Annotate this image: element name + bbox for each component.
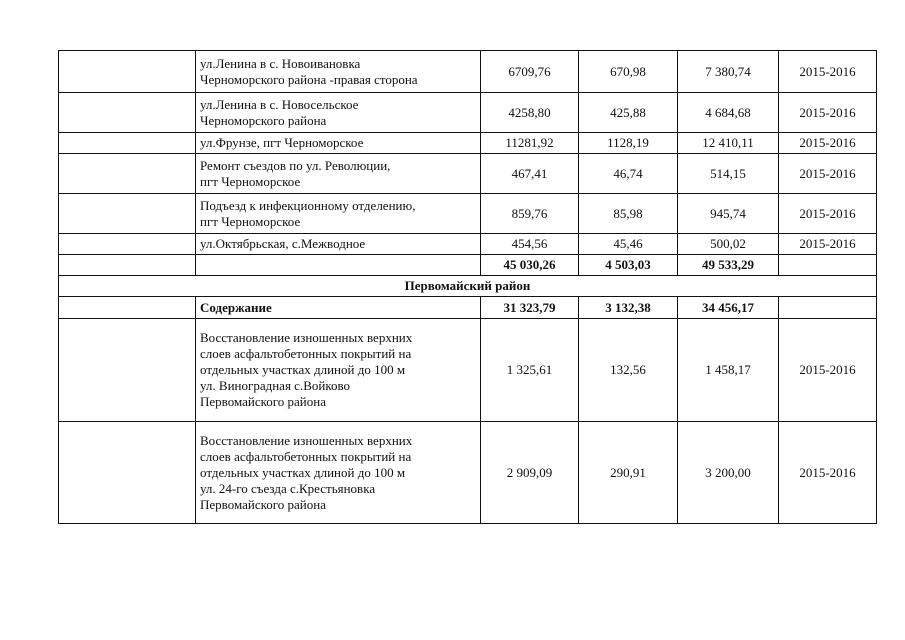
content-value: 34 456,17 bbox=[678, 297, 779, 319]
section-title: Первомайский район bbox=[59, 276, 877, 297]
work-name: Подъезд к инфекционному отделению, пгт Черноморское bbox=[196, 194, 481, 234]
cost-value: 945,74 bbox=[678, 194, 779, 234]
cost-value: 4 684,68 bbox=[678, 93, 779, 133]
blank-cell bbox=[59, 133, 196, 154]
years-cell: 2015-2016 bbox=[779, 194, 877, 234]
content-row bbox=[59, 297, 877, 319]
blank-cell bbox=[59, 194, 196, 234]
table-row bbox=[59, 422, 877, 524]
work-name: ул.Ленина в с. Новосельское Черноморского района bbox=[196, 93, 481, 133]
blank-cell bbox=[59, 422, 196, 524]
cost-value: 6709,76 bbox=[481, 51, 579, 93]
content-value: 3 132,38 bbox=[579, 297, 678, 319]
table-row bbox=[59, 154, 877, 194]
cost-value: 45,46 bbox=[579, 234, 678, 255]
table-row bbox=[59, 51, 877, 93]
cost-value: 12 410,11 bbox=[678, 133, 779, 154]
years-cell: 2015-2016 bbox=[779, 319, 877, 422]
cost-value: 46,74 bbox=[579, 154, 678, 194]
cost-value: 670,98 bbox=[579, 51, 678, 93]
blank-cell bbox=[59, 154, 196, 194]
years-cell: 2015-2016 bbox=[779, 154, 877, 194]
work-name: ул.Фрунзе, пгт Черноморское bbox=[196, 133, 481, 154]
cost-value: 290,91 bbox=[579, 422, 678, 524]
blank-cell bbox=[59, 255, 196, 276]
cost-value: 500,02 bbox=[678, 234, 779, 255]
cost-value: 2 909,09 bbox=[481, 422, 579, 524]
table-row bbox=[59, 234, 877, 255]
cost-value: 1 458,17 bbox=[678, 319, 779, 422]
table-row bbox=[59, 319, 877, 422]
blank-cell bbox=[196, 255, 481, 276]
blank-cell bbox=[59, 93, 196, 133]
section-header-row bbox=[59, 276, 877, 297]
road-works-table bbox=[58, 50, 877, 524]
years-cell: 2015-2016 bbox=[779, 93, 877, 133]
blank-cell bbox=[59, 297, 196, 319]
total-value: 49 533,29 bbox=[678, 255, 779, 276]
cost-value: 11281,92 bbox=[481, 133, 579, 154]
content-value: 31 323,79 bbox=[481, 297, 579, 319]
cost-value: 85,98 bbox=[579, 194, 678, 234]
cost-value: 3 200,00 bbox=[678, 422, 779, 524]
work-name: Ремонт съездов по ул. Революции, пгт Черноморское bbox=[196, 154, 481, 194]
years-cell: 2015-2016 bbox=[779, 51, 877, 93]
total-value: 45 030,26 bbox=[481, 255, 579, 276]
table-row bbox=[59, 93, 877, 133]
work-name: Восстановление изношенных верхних слоев асфальтобетонных покрытий на отдельных участках длиной до 100 м ул. Виноградная с.Войково Первомайского района bbox=[196, 319, 481, 422]
total-row bbox=[59, 255, 877, 276]
total-value: 4 503,03 bbox=[579, 255, 678, 276]
cost-value: 467,41 bbox=[481, 154, 579, 194]
cost-value: 1128,19 bbox=[579, 133, 678, 154]
cost-value: 132,56 bbox=[579, 319, 678, 422]
table-row bbox=[59, 133, 877, 154]
cost-value: 4258,80 bbox=[481, 93, 579, 133]
cost-value: 7 380,74 bbox=[678, 51, 779, 93]
work-name: Восстановление изношенных верхних слоев асфальтобетонных покрытий на отдельных участках длиной до 100 м ул. 24-го съезда с.Крестьяновка Первомайского района bbox=[196, 422, 481, 524]
blank-cell bbox=[779, 297, 877, 319]
cost-value: 454,56 bbox=[481, 234, 579, 255]
years-cell: 2015-2016 bbox=[779, 234, 877, 255]
work-name: ул.Октябрьская, с.Межводное bbox=[196, 234, 481, 255]
blank-cell bbox=[59, 51, 196, 93]
years-cell: 2015-2016 bbox=[779, 422, 877, 524]
cost-value: 1 325,61 bbox=[481, 319, 579, 422]
cost-value: 425,88 bbox=[579, 93, 678, 133]
work-name: ул.Ленина в с. Новоивановка Черноморского района -правая сторона bbox=[196, 51, 481, 93]
content-label: Содержание bbox=[196, 297, 481, 319]
blank-cell bbox=[779, 255, 877, 276]
table-row bbox=[59, 194, 877, 234]
blank-cell bbox=[59, 234, 196, 255]
cost-value: 859,76 bbox=[481, 194, 579, 234]
years-cell: 2015-2016 bbox=[779, 133, 877, 154]
cost-value: 514,15 bbox=[678, 154, 779, 194]
blank-cell bbox=[59, 319, 196, 422]
